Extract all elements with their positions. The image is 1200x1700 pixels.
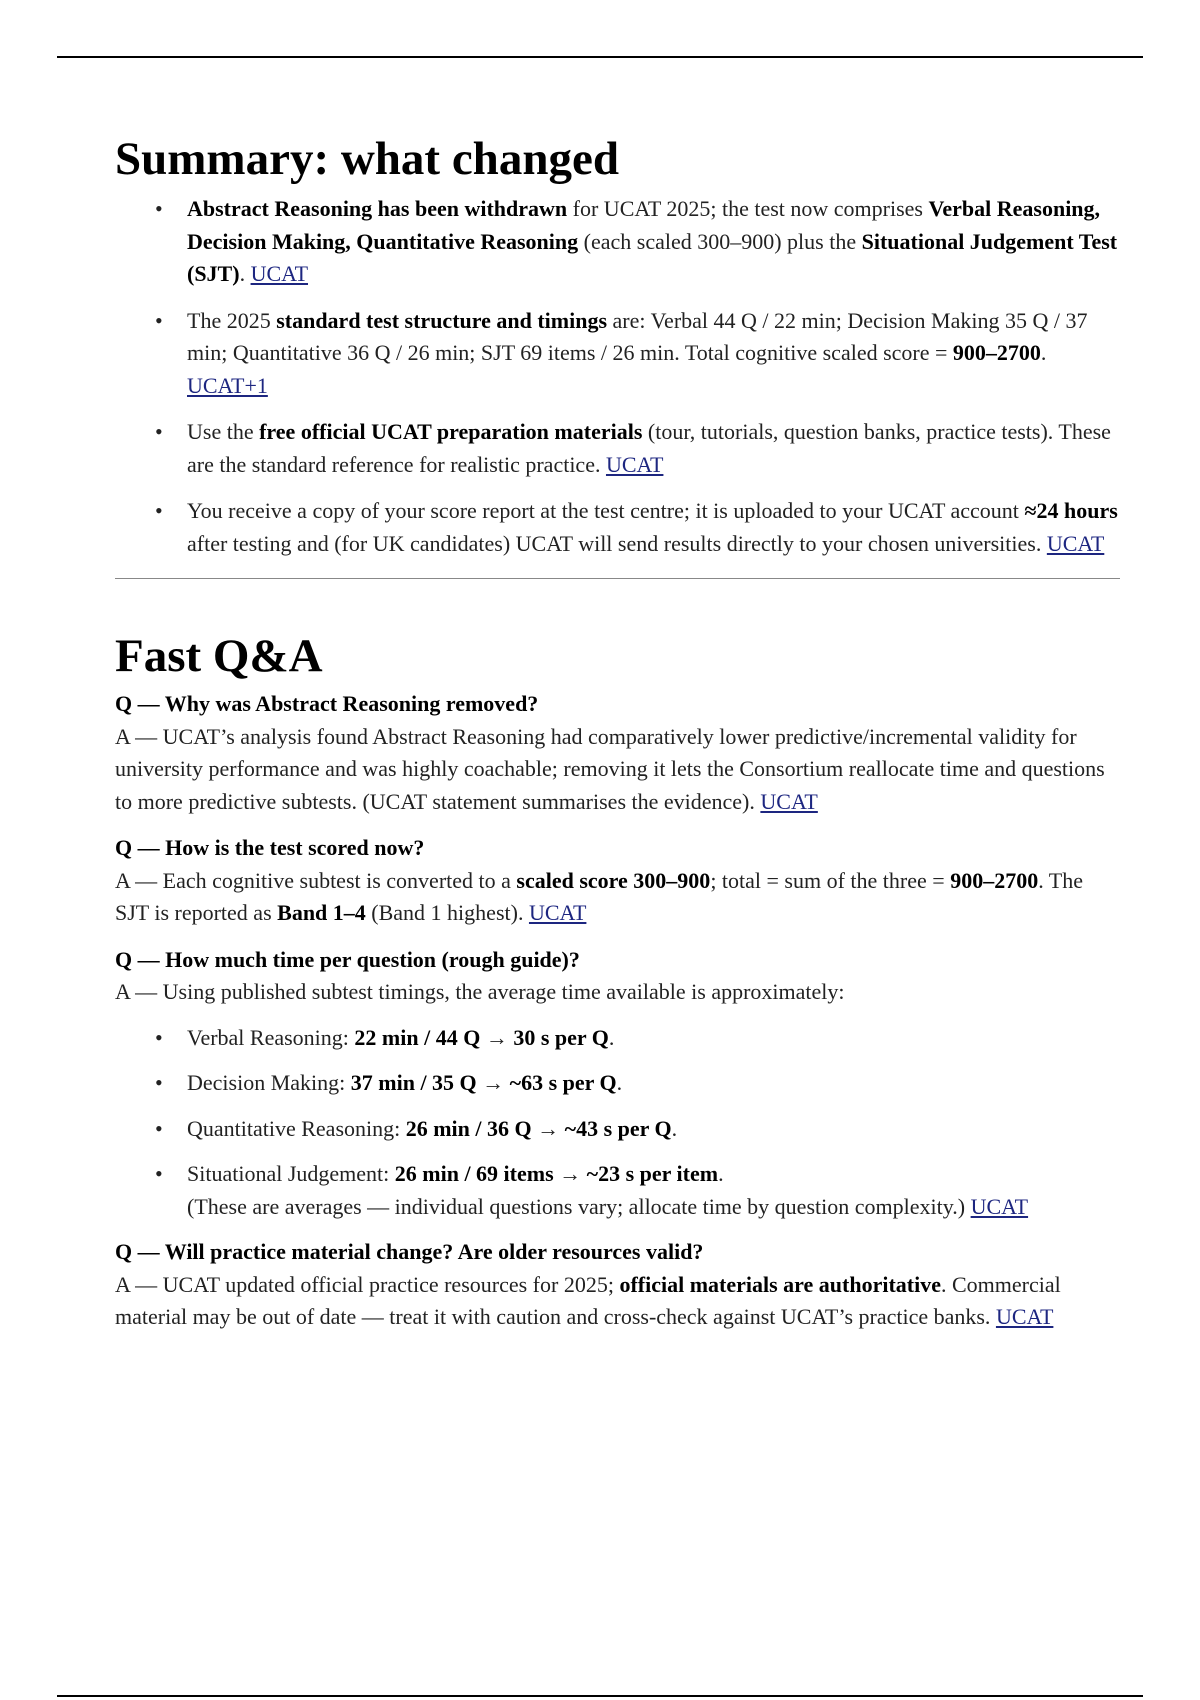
note-text: (These are averages — individual questions vary; allocate time by question complexity.): [187, 1193, 971, 1219]
list-item: [115, 1022, 1120, 1055]
question-label: Q — How much time per question (rough guide)?: [115, 946, 580, 972]
summary-list: [115, 193, 1120, 560]
body-text: .: [1040, 340, 1047, 365]
body-text: . The SJT is reported as: [115, 867, 1083, 925]
bullet-icon: •: [155, 498, 163, 523]
question-label: Q — Will practice material change? Are older resources valid?: [115, 1239, 704, 1264]
qa-practice-material: [115, 1236, 1120, 1334]
body-text: . Commercial material may be out of date — treat it with caution and cross-check against UCAT’s practice banks.: [115, 1271, 1061, 1329]
question-text: [115, 1236, 1120, 1269]
section-divider: [115, 578, 1120, 579]
bullet-icon: •: [155, 307, 163, 333]
bold-text: 900–2700: [950, 867, 1039, 893]
body-text: Quantitative Reasoning:: [187, 1115, 406, 1141]
bold-text: 22 min / 44 Q: [354, 1024, 481, 1050]
arrow-icon: →: [476, 1070, 510, 1095]
bullet-icon: •: [155, 196, 163, 221]
bullet-icon: •: [155, 419, 163, 444]
body-text: .: [608, 1024, 615, 1050]
timing-list: [115, 1022, 1120, 1224]
bullet-icon: •: [155, 1115, 163, 1141]
source-link[interactable]: UCAT: [250, 261, 309, 286]
bold-text: ~43 s per Q: [564, 1115, 672, 1141]
bold-text: ~23 s per item: [586, 1161, 719, 1186]
source-link[interactable]: UCAT+1: [187, 372, 268, 398]
bold-text: scaled score 300–900: [516, 867, 711, 893]
bullet-icon: •: [155, 1070, 163, 1095]
source-link[interactable]: UCAT: [528, 900, 587, 925]
body-text: after testing and (for UK candidates) UCAT will send results directly to your chosen universities.: [187, 530, 1047, 556]
source-link[interactable]: UCAT: [760, 788, 818, 814]
answer-text: [115, 721, 1120, 819]
qa-timing: [115, 944, 1120, 1224]
list-item: [115, 416, 1120, 481]
arrow-icon: →: [553, 1161, 587, 1186]
qa-abstract-reasoning: [115, 688, 1120, 818]
bold-text: 37 min / 35 Q: [350, 1070, 477, 1095]
body-text: .: [718, 1161, 724, 1186]
list-item: [115, 1067, 1120, 1100]
list-item: [115, 193, 1120, 291]
body-text: A — Each cognitive subtest is converted to a: [115, 867, 517, 893]
page-top-rule: [57, 56, 1143, 58]
body-text: Situational Judgement:: [187, 1161, 395, 1186]
bold-text: Verbal Reasoning, Decision Making, Quantitative Reasoning: [187, 196, 1101, 254]
bold-text: 26 min / 69 items: [394, 1161, 554, 1186]
summary-heading: Summary: what changed: [115, 133, 619, 185]
bold-text: 900–2700: [952, 340, 1041, 365]
bold-text: 26 min / 36 Q: [405, 1115, 532, 1141]
source-link[interactable]: UCAT: [995, 1304, 1054, 1329]
bullet-icon: •: [155, 1161, 163, 1186]
body-text: You receive a copy of your score report at the test centre; it is uploaded to your UCAT account: [187, 498, 1025, 523]
body-text: for UCAT 2025; the test now comprises: [567, 196, 929, 221]
list-item: [115, 495, 1120, 560]
bold-text: official materials are authoritative: [619, 1271, 941, 1297]
body-text: (each scaled 300–900) plus the: [578, 228, 862, 254]
question-label: Q — Why was Abstract Reasoning removed?: [115, 691, 539, 716]
answer-text: [115, 865, 1120, 930]
bold-text: ~63 s per Q: [509, 1070, 617, 1095]
document-body: [115, 133, 1120, 1334]
arrow-icon: →: [480, 1024, 514, 1050]
body-text: Decision Making:: [187, 1070, 351, 1095]
bullet-icon: •: [155, 1024, 163, 1050]
body-text: are: Verbal 44 Q / 22 min; Decision Making 35 Q / 37 min; Quantitative 36 Q / 26 min; SJT 69 items / 26 min. Total cognitive scaled score =: [187, 307, 1088, 365]
qa-scoring: [115, 832, 1120, 930]
body-text: .: [616, 1070, 623, 1095]
source-link[interactable]: UCAT: [1046, 530, 1105, 556]
question-text: [115, 832, 1120, 865]
arrow-icon: →: [531, 1115, 565, 1141]
body-text: (Band 1 highest).: [365, 900, 529, 925]
bold-text: Abstract Reasoning has been withdrawn: [187, 196, 568, 221]
bold-text: Situational Judgement Test (SJT): [187, 228, 1118, 286]
faq-heading: Fast Q&A: [115, 630, 323, 682]
question-text: [115, 944, 1120, 977]
bold-text: free official UCAT preparation materials: [259, 419, 643, 444]
body-text: A — UCAT updated official practice resources for 2025;: [115, 1271, 620, 1297]
body-text: .: [671, 1115, 678, 1141]
question-label: Q — How is the test scored now?: [115, 835, 425, 860]
bold-text: Band 1–4: [277, 900, 366, 925]
list-item: [115, 1113, 1120, 1146]
body-text: (tour, tutorials, question banks, practice tests). These are the standard reference for realistic practice.: [187, 419, 1111, 477]
body-text: The 2025: [187, 307, 277, 333]
body-text: Verbal Reasoning:: [187, 1024, 355, 1050]
list-item: [115, 305, 1120, 403]
list-item: [115, 1158, 1120, 1223]
bold-text: 30 s per Q: [513, 1024, 609, 1050]
body-text: Use the: [187, 419, 260, 444]
question-text: [115, 688, 1120, 721]
source-link[interactable]: UCAT: [605, 451, 664, 477]
body-text: ; total = sum of the three =: [710, 867, 951, 893]
page-bottom-rule: [57, 1695, 1143, 1697]
answer-text: [115, 1269, 1120, 1334]
answer-text: A — Using published subtest timings, the average time available is approximately:: [115, 979, 845, 1004]
bold-text: ≈24 hours: [1024, 498, 1118, 523]
source-link[interactable]: UCAT: [970, 1193, 1029, 1219]
body-text: .: [239, 261, 251, 286]
bold-text: standard test structure and timings: [276, 307, 608, 333]
body-text: A — UCAT’s analysis found Abstract Reasoning had comparatively lower predictive/incremental validity for university performance and was highly coachable; removing it lets the Consortium reallocate time and questions to more predictive subtests. (UCAT statement summarises the evidence).: [115, 723, 1105, 814]
